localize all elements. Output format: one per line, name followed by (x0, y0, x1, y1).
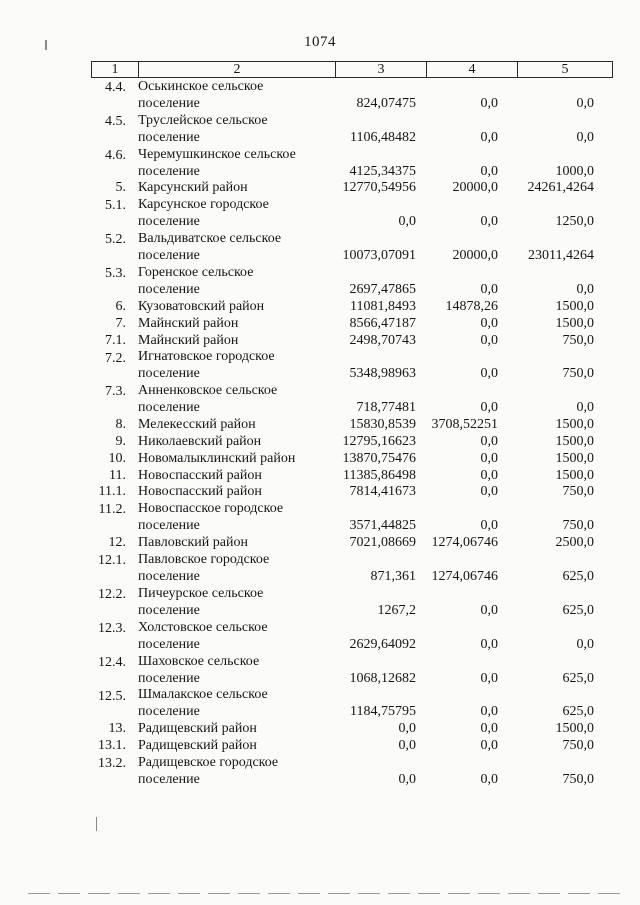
table-header (91, 61, 613, 78)
value-col-5: 1500,0 (555, 315, 594, 331)
table-row (0, 485, 640, 502)
value-col-4: 0,0 (480, 602, 498, 618)
value-col-3: 2498,70743 (349, 332, 416, 348)
row-name (138, 416, 256, 433)
row-name-line: Оськинское сельское (138, 78, 264, 94)
value-col-3: 13870,75476 (342, 450, 416, 466)
value-col-3: 7814,41673 (349, 484, 416, 500)
table-row (0, 113, 640, 147)
row-number: 7.2. (105, 350, 126, 366)
value-col-5: 625,0 (562, 568, 594, 584)
value-col-4: 0,0 (480, 738, 498, 754)
value-col-4: 0,0 (480, 400, 498, 416)
row-name-line: поселение (138, 95, 200, 111)
row-name (138, 179, 248, 196)
table-row (0, 333, 640, 350)
row-number: 7. (115, 315, 126, 331)
value-col-4: 20000,0 (452, 248, 498, 264)
row-number: 10. (108, 450, 126, 466)
value-col-4: 0,0 (480, 721, 498, 737)
value-col-3: 0,0 (398, 214, 416, 230)
table-row (0, 620, 640, 654)
table-row (0, 468, 640, 485)
row-number: 4.4. (105, 80, 126, 95)
row-name (138, 534, 248, 551)
row-name-line: Радищевское городское (138, 754, 279, 770)
value-col-3: 11385,86498 (343, 467, 416, 483)
row-name (138, 146, 296, 180)
value-col-5: 0,0 (576, 129, 594, 145)
value-col-5: 750,0 (562, 738, 594, 754)
row-name-line: Новомалыклинский район (138, 450, 296, 466)
row-name-line: поселение (138, 366, 200, 382)
row-number: 7.1. (105, 332, 126, 348)
row-name-line: Радищевский район (138, 738, 257, 754)
table-row (0, 721, 640, 738)
value-col-4: 3708,52251 (431, 417, 498, 433)
row-name (138, 653, 259, 687)
row-name-line: Новоспасский район (138, 467, 262, 483)
table-row (0, 654, 640, 688)
value-col-3: 718,77481 (356, 400, 416, 416)
value-col-3: 15830,8539 (349, 417, 416, 433)
row-name-line: Труслейское сельское (138, 112, 268, 128)
value-col-3: 2697,47865 (349, 282, 416, 298)
table-row (0, 265, 640, 299)
value-col-4: 0,0 (480, 771, 498, 787)
value-col-4: 0,0 (480, 366, 498, 382)
row-name-line: Новоспасский район (138, 484, 262, 500)
value-col-5: 0,0 (576, 282, 594, 298)
row-name (138, 467, 262, 484)
table-row (0, 231, 640, 265)
row-number: 9. (115, 433, 126, 449)
row-name-line: поселение (138, 771, 200, 787)
row-name-line: Павловское городское (138, 551, 270, 567)
header-col-2: 2 (139, 62, 336, 78)
row-name-line: Павловский район (138, 534, 248, 550)
value-col-5: 1500,0 (555, 433, 594, 449)
row-name (138, 551, 269, 585)
value-col-4: 0,0 (480, 670, 498, 686)
value-col-4: 20000,0 (452, 180, 498, 196)
table-row (0, 350, 640, 384)
value-col-4: 0,0 (480, 518, 498, 534)
row-name-line: поселение (138, 163, 200, 179)
row-name (138, 433, 261, 450)
scan-edge-line (28, 893, 622, 894)
value-col-3: 871,361 (370, 568, 416, 584)
value-col-5: 625,0 (562, 704, 594, 720)
table-row (0, 552, 640, 586)
scan-artifact-left (45, 40, 47, 50)
row-name (138, 500, 283, 534)
row-name-line: поселение (138, 248, 200, 264)
value-col-4: 1274,06746 (431, 568, 498, 584)
row-name (138, 348, 275, 382)
value-col-5: 24261,4264 (527, 180, 594, 196)
value-col-3: 1184,75795 (350, 704, 416, 720)
value-col-4: 0,0 (480, 282, 498, 298)
value-col-4: 0,0 (480, 450, 498, 466)
table-row (0, 417, 640, 434)
table-row (0, 197, 640, 231)
row-name-line: Новоспасское городское (138, 501, 284, 517)
value-col-3: 2629,64092 (349, 636, 416, 652)
row-number: 5.3. (105, 266, 126, 282)
row-name-line: поселение (138, 129, 200, 145)
row-name (138, 112, 268, 146)
table-row (0, 738, 640, 755)
row-name-line: поселение (138, 214, 200, 230)
value-col-5: 1500,0 (555, 467, 594, 483)
row-name (138, 230, 281, 264)
value-col-5: 2500,0 (555, 534, 594, 550)
value-col-5: 750,0 (562, 484, 594, 500)
row-name-line: Игнатовское городское (138, 349, 275, 365)
table-row (0, 451, 640, 468)
value-col-5: 1500,0 (555, 450, 594, 466)
value-col-5: 750,0 (562, 332, 594, 348)
row-name-line: Кузоватовский район (138, 298, 265, 314)
row-name-line: Пичеурское сельское (138, 585, 264, 601)
table-body (0, 79, 640, 789)
value-col-4: 0,0 (480, 163, 498, 179)
row-name-line: Николаевский район (138, 433, 262, 449)
row-number: 8. (115, 417, 126, 433)
page-number: 1074 (304, 34, 336, 50)
row-name (138, 619, 268, 653)
row-name-line: Шаховское сельское (138, 653, 260, 669)
row-name-line: Вальдиватское сельское (138, 231, 282, 247)
value-col-4: 0,0 (480, 315, 498, 331)
row-name-line: Карсунский район (138, 180, 248, 196)
row-name-line: поселение (138, 670, 200, 686)
value-col-3: 0,0 (398, 738, 416, 754)
row-number: 6. (115, 298, 126, 314)
row-name (138, 315, 238, 332)
row-number: 12.2. (98, 586, 126, 602)
table-row (0, 501, 640, 535)
value-col-4: 14878,26 (445, 298, 498, 314)
value-col-3: 3571,44825 (349, 518, 416, 534)
table-row (0, 688, 640, 722)
row-name (138, 737, 257, 754)
value-col-5: 625,0 (562, 670, 594, 686)
row-name (138, 264, 253, 298)
row-name-line: Черемушкинское сельское (138, 146, 296, 162)
value-col-3: 12770,54956 (342, 180, 416, 196)
table-row (0, 79, 640, 113)
row-number: 5. (115, 180, 126, 196)
row-name-line: поселение (138, 704, 200, 720)
row-name (138, 585, 263, 619)
row-name-line: Шмалакское сельское (138, 687, 268, 703)
value-col-5: 1500,0 (555, 298, 594, 314)
table-row (0, 316, 640, 333)
row-name-line: Холстовское сельское (138, 619, 268, 635)
row-number: 7.3. (105, 384, 126, 400)
row-number: 12.4. (98, 654, 126, 670)
row-name (138, 382, 277, 416)
row-number: 12. (108, 534, 126, 550)
row-number: 5.1. (105, 198, 126, 214)
value-col-4: 0,0 (480, 484, 498, 500)
value-col-5: 1500,0 (555, 417, 594, 433)
value-col-3: 0,0 (398, 721, 416, 737)
row-name-line: Майнский район (138, 332, 239, 348)
value-col-3: 0,0 (398, 771, 416, 787)
value-col-4: 1274,06746 (431, 534, 498, 550)
table-row (0, 586, 640, 620)
row-name-line: Горенское сельское (138, 265, 254, 281)
row-name (138, 720, 257, 737)
value-col-3: 10073,07091 (342, 248, 416, 264)
table-row (0, 181, 640, 198)
row-name-line: поселение (138, 602, 200, 618)
value-col-5: 1500,0 (555, 721, 594, 737)
row-name (138, 196, 269, 230)
row-name-line: Карсунское городское (138, 197, 269, 213)
row-name-line: Майнский район (138, 315, 239, 331)
header-col-4: 4 (427, 62, 518, 78)
value-col-3: 1106,48482 (350, 129, 416, 145)
row-number: 4.6. (105, 147, 126, 163)
row-name-line: поселение (138, 282, 200, 298)
value-col-5: 750,0 (562, 366, 594, 382)
row-number: 4.5. (105, 113, 126, 129)
row-name (138, 483, 262, 500)
table-row (0, 383, 640, 417)
header-col-5: 5 (518, 62, 613, 78)
row-number: 11.1. (98, 484, 126, 500)
row-name-line: поселение (138, 400, 200, 416)
row-name-line: поселение (138, 568, 200, 584)
value-col-5: 23011,4264 (528, 248, 594, 264)
value-col-4: 0,0 (480, 332, 498, 348)
value-col-4: 0,0 (480, 704, 498, 720)
table-row (0, 299, 640, 316)
row-name (138, 78, 263, 112)
value-col-3: 5348,98963 (349, 366, 416, 382)
value-col-3: 1068,12682 (349, 670, 416, 686)
row-name (138, 686, 268, 720)
value-col-4: 0,0 (480, 95, 498, 111)
value-col-5: 750,0 (562, 771, 594, 787)
row-name-line: поселение (138, 636, 200, 652)
table-row (0, 755, 640, 789)
table-row (0, 147, 640, 181)
value-col-4: 0,0 (480, 467, 498, 483)
row-number: 11.2. (98, 502, 126, 518)
row-number: 12.1. (98, 552, 126, 568)
scan-artifact-margin (96, 817, 97, 831)
row-name (138, 298, 264, 315)
row-name (138, 332, 238, 349)
value-col-5: 750,0 (562, 518, 594, 534)
row-name-line: поселение (138, 518, 200, 534)
table-row (0, 434, 640, 451)
row-number: 12.3. (98, 620, 126, 636)
value-col-5: 0,0 (576, 95, 594, 111)
value-col-5: 1250,0 (555, 214, 594, 230)
row-number: 12.5. (98, 688, 126, 704)
value-col-4: 0,0 (480, 636, 498, 652)
row-name-line: Радищевский район (138, 721, 257, 737)
value-col-3: 11081,8493 (350, 298, 416, 314)
value-col-5: 625,0 (562, 602, 594, 618)
row-name-line: Мелекесский район (138, 417, 256, 433)
row-name (138, 450, 295, 467)
row-number: 13.1. (98, 738, 126, 754)
header-col-1: 1 (92, 62, 139, 78)
row-number: 13. (108, 721, 126, 737)
value-col-3: 4125,34375 (349, 163, 416, 179)
value-col-4: 0,0 (480, 129, 498, 145)
value-col-5: 0,0 (576, 400, 594, 416)
value-col-3: 12795,16623 (342, 433, 416, 449)
value-col-5: 1000,0 (555, 163, 594, 179)
row-number: 5.2. (105, 232, 126, 248)
table-row (0, 535, 640, 552)
value-col-4: 0,0 (480, 214, 498, 230)
row-name-line: Анненковское сельское (138, 383, 278, 399)
value-col-3: 8566,47187 (349, 315, 416, 331)
value-col-3: 7021,08669 (349, 534, 416, 550)
header-col-3: 3 (336, 62, 427, 78)
header-row (92, 62, 613, 78)
value-col-3: 824,07475 (356, 95, 416, 111)
row-name (138, 754, 278, 788)
value-col-5: 0,0 (576, 636, 594, 652)
value-col-3: 1267,2 (377, 602, 416, 618)
row-number: 13.2. (98, 756, 126, 772)
value-col-4: 0,0 (480, 433, 498, 449)
row-number: 11. (109, 467, 126, 483)
